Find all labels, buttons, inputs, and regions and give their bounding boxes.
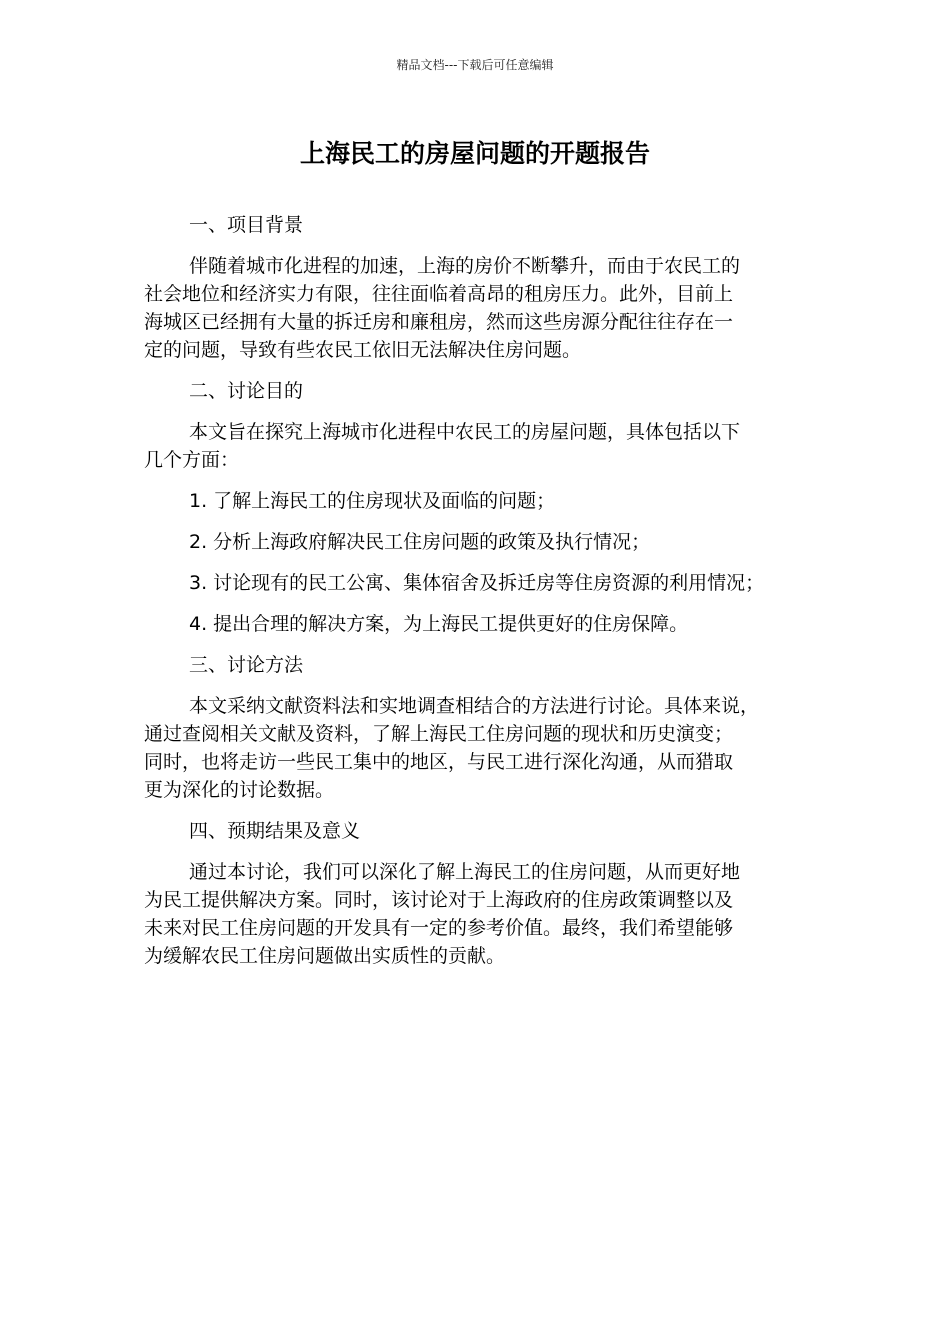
section-expected-results: [144, 817, 816, 970]
section-method: [144, 651, 816, 804]
section-heading: 四、预期结果及意义: [189, 820, 361, 842]
section-paragraph: 伴随着城市化进程的加速，上海的房价不断攀升，而由于农民工的 社会地位和经济实力有限，往往面临着高昂的租房压力。此外，目前上 海城区已经拥有大量的拆迁房和廉租房，然而这些房源分配往往存在一 定的问题，导致有些农民工依旧无法解决住房问题。: [144, 255, 741, 361]
document-body: [144, 211, 816, 983]
section-paragraph: 本文旨在探究上海城市化进程中农民工的房屋问题，具体包括以下 几个方面：: [144, 421, 741, 471]
section-paragraph: 本文采纳文献资料法和实地调查相结合的方法进行讨论。具体来说， 通过查阅相关文献及资料，了解上海民工住房问题的现状和历史演变； 同时，也将走访一些民工集中的地区，与民工进行深化沟通，从而猎取 更为深化的讨论数据。: [144, 695, 760, 801]
section-heading: 一、项目背景: [189, 214, 304, 236]
section-background: [144, 211, 816, 364]
section-purpose: [144, 377, 816, 638]
section-paragraph: 通过本讨论，我们可以深化了解上海民工的住房问题，从而更好地 为民工提供解决方案。同时，该讨论对于上海政府的住房政策调整以及 未来对民工住房问题的开发具有一定的参考价值。最终，我们希望能够 为缓解农民工住房问题做出实质性的贡献。: [144, 861, 741, 967]
list-item: 1. 了解上海民工的住房现状及面临的问题；: [189, 490, 556, 512]
section-heading: 二、讨论目的: [189, 380, 304, 402]
page-header-note: 精品文档---下载后可任意编辑: [396, 58, 554, 72]
list-item: 3. 讨论现有的民工公寓、集体宿舍及拆迁房等住房资源的利用情况；: [189, 572, 765, 594]
list-item: 4. 提出合理的解决方案，为上海民工提供更好的住房保障。: [189, 613, 689, 635]
document-title: 上海民工的房屋问题的开题报告: [299, 139, 650, 168]
section-heading: 三、讨论方法: [189, 654, 304, 676]
list-item: 2. 分析上海政府解决民工住房问题的政策及执行情况；: [189, 531, 651, 553]
